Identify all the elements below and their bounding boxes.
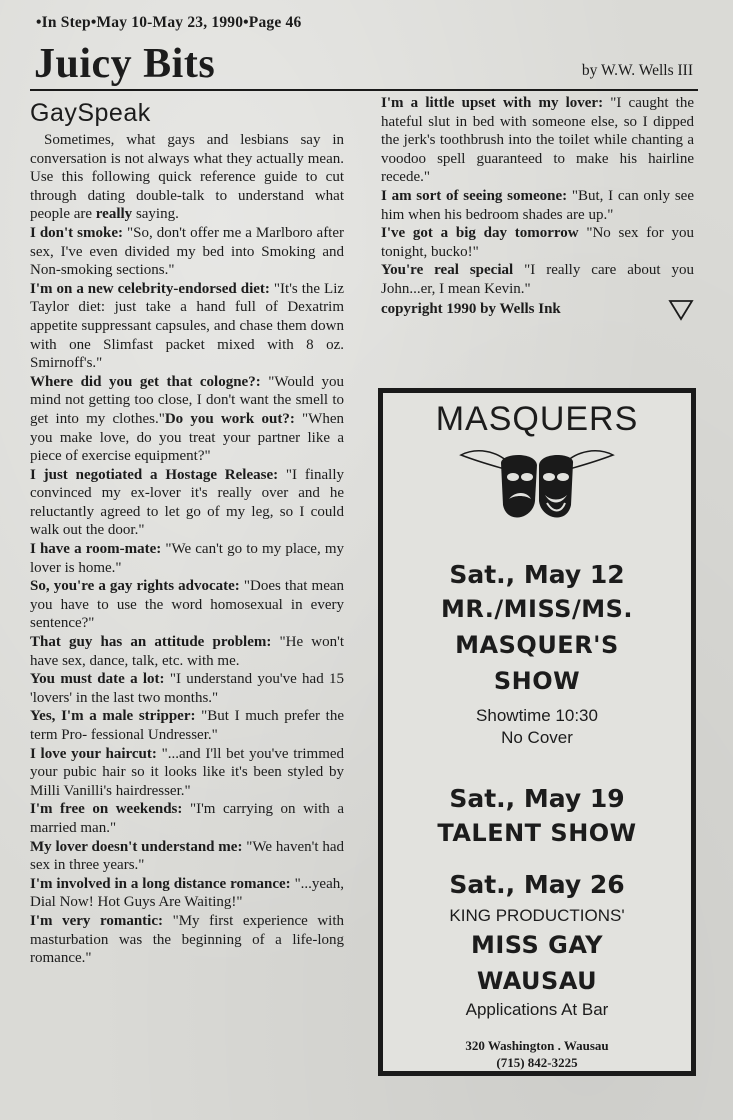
list-item <box>381 261 694 298</box>
entry-term: I am sort of seeing someone: <box>381 187 568 204</box>
entry-term: I just negotiated a Hostage Release: <box>30 466 279 483</box>
down-triangle-icon <box>668 299 694 321</box>
article-intro <box>30 131 344 224</box>
entry-meaning: "Would you mind not getting too close, I don't want the smell to get into my clothes." <box>30 373 345 427</box>
ad-address: 320 Washington . Wausau <box>465 1038 609 1053</box>
ad-phone: (715) 842-3225 <box>496 1055 578 1070</box>
list-item <box>30 577 344 633</box>
copyright-notice: copyright 1990 by Wells Ink <box>381 301 561 318</box>
entry-term: I'm very romantic: <box>30 912 163 929</box>
intro-emphasis: really <box>95 206 133 223</box>
entry-term: I love your haircut: <box>30 745 157 762</box>
event-3-title-line-1: MISS GAY <box>470 931 603 959</box>
list-item <box>381 187 694 224</box>
list-item <box>30 633 344 670</box>
entry-term: I'm involved in a long distance romance: <box>30 875 291 892</box>
entry-term: That guy has an attitude problem: <box>30 634 272 651</box>
entry-term: My lover doesn't understand me: <box>30 838 243 855</box>
list-item <box>30 670 344 707</box>
event-1-date: Sat., May 12 <box>449 560 625 589</box>
list-item <box>30 373 344 466</box>
event-3-note: Applications At Bar <box>465 1000 609 1019</box>
event-2-title: TALENT SHOW <box>437 819 637 847</box>
list-item <box>30 912 344 968</box>
entry-term: I'm free on weekends: <box>30 801 183 818</box>
list-item <box>381 94 694 187</box>
entry-meaning: "...and I'll bet you've trimmed your pubic hair so it looks like it's been styled by Milli Vanilli's hairdresser." <box>30 745 345 799</box>
list-item <box>30 707 344 744</box>
entry-term: You're real special <box>381 262 514 279</box>
entry-meaning: "But, I can only see him when his bedroom shades are up." <box>381 187 694 223</box>
event-3-title-line-2: WAUSAU <box>476 967 598 995</box>
entry-meaning: "But I much prefer the term Pro- fessional Undresser." <box>30 708 345 743</box>
header-rule <box>30 89 698 91</box>
event-1-showtime: Showtime 10:30 <box>476 706 598 725</box>
entry-meaning: "I'm carrying on with a married man." <box>30 801 344 836</box>
entry-meaning: "My first experience with masturbation was the beginning of a life-long romance." <box>30 912 345 967</box>
article-title: GaySpeak <box>30 99 151 127</box>
entry-term: I have a room-mate: <box>30 541 162 558</box>
column-title: Juicy Bits <box>34 41 216 87</box>
entry-term: You must date a lot: <box>30 671 165 688</box>
entry-meaning: "I finally convinced my ex-lover it's really over and he reluctantly agreed to let go of my leg, so I could walk out the door." <box>30 466 344 539</box>
intro-text: Sometimes, what gays and lesbians say in conversation is not always what they actually mean. Use this following quick reference guide to cut through dating double-talk to understand what people are <box>30 132 344 223</box>
list-item <box>30 800 344 837</box>
list-item <box>30 224 344 280</box>
entry-meaning: "We can't go to my place, my lover is home." <box>30 541 345 576</box>
entry-meaning: "When you make love, do you treat your partner like a piece of exercise equipment?" <box>30 410 344 465</box>
entry-term: I'm a little upset with my lover: <box>381 95 604 111</box>
event-1-title-line-3: SHOW <box>493 667 581 695</box>
intro-tail: saying. <box>135 206 179 223</box>
entry-meaning: "So, don't offer me a Marlboro after sex, I've even divided my bed into Smoking and Non-smoking sections." <box>30 224 345 279</box>
event-1-title-line-2: MASQUER'S <box>455 631 619 659</box>
entry-term: I've got a big day tomorrow <box>381 225 579 242</box>
entry-term: Do you work out?: <box>164 410 295 427</box>
entry-term: I don't smoke: <box>30 224 123 241</box>
list-item <box>30 280 344 373</box>
article-column-right <box>381 94 694 321</box>
entry-meaning: "I really care about you John...er, I mean Kevin." <box>381 262 694 297</box>
entry-meaning: "Does that mean you have to use the word homosexual in every sentence?" <box>30 578 345 632</box>
masquers-advertisement <box>378 388 696 1076</box>
event-3-presenter: KING PRODUCTIONS' <box>449 906 625 925</box>
ad-bar-name: MASQUERS <box>435 400 639 438</box>
entry-term: I'm on a new celebrity-endorsed diet: <box>30 280 270 297</box>
list-item <box>30 466 344 540</box>
list-item <box>30 838 344 875</box>
list-item <box>381 224 694 261</box>
byline: by W.W. Wells III <box>581 62 693 79</box>
list-item <box>30 540 344 577</box>
entry-meaning: "...yeah, Dial Now! Hot Guys Are Waiting!" <box>30 875 345 911</box>
event-1-cover: No Cover <box>501 728 573 747</box>
list-item <box>30 745 344 801</box>
entry-meaning: "It's the Liz Taylor diet: just take a hand full of Dexatrim appetite suppressant capsules, and chase them down with one Slimfast packet mixed with 8 oz. Smirnoff's." <box>30 280 345 372</box>
entry-meaning: "I understand you've had 15 'lovers' in the last two months." <box>30 671 345 706</box>
entry-meaning: "No sex for you tonight, bucko!" <box>381 225 694 260</box>
list-item <box>30 875 344 912</box>
entry-term: Where did you get that cologne?: <box>30 373 261 390</box>
entry-meaning: "He won't have sex, dance, talk, etc. with me. <box>30 634 344 669</box>
entry-term: So, you're a gay rights advocate: <box>30 578 240 595</box>
entry-term: Yes, I'm a male stripper: <box>30 708 196 725</box>
event-3-date: Sat., May 26 <box>449 870 625 899</box>
copyright-line <box>381 299 694 321</box>
event-1-title-line-1: MR./MISS/MS. <box>440 595 634 623</box>
event-2-date: Sat., May 19 <box>449 784 625 813</box>
running-head: •In Step•May 10-May 23, 1990•Page 46 <box>36 14 302 31</box>
comedy-tragedy-masks-icon <box>457 443 617 529</box>
article-column-left <box>30 98 344 968</box>
entry-meaning: "We haven't had sex in three years." <box>30 838 344 874</box>
entry-meaning: "I caught the hateful slut in bed with someone else, so I dipped the jerk's toothbrush into the toilet while chanting a voodoo spell guaranteed to make his hairline recede." <box>381 95 695 186</box>
